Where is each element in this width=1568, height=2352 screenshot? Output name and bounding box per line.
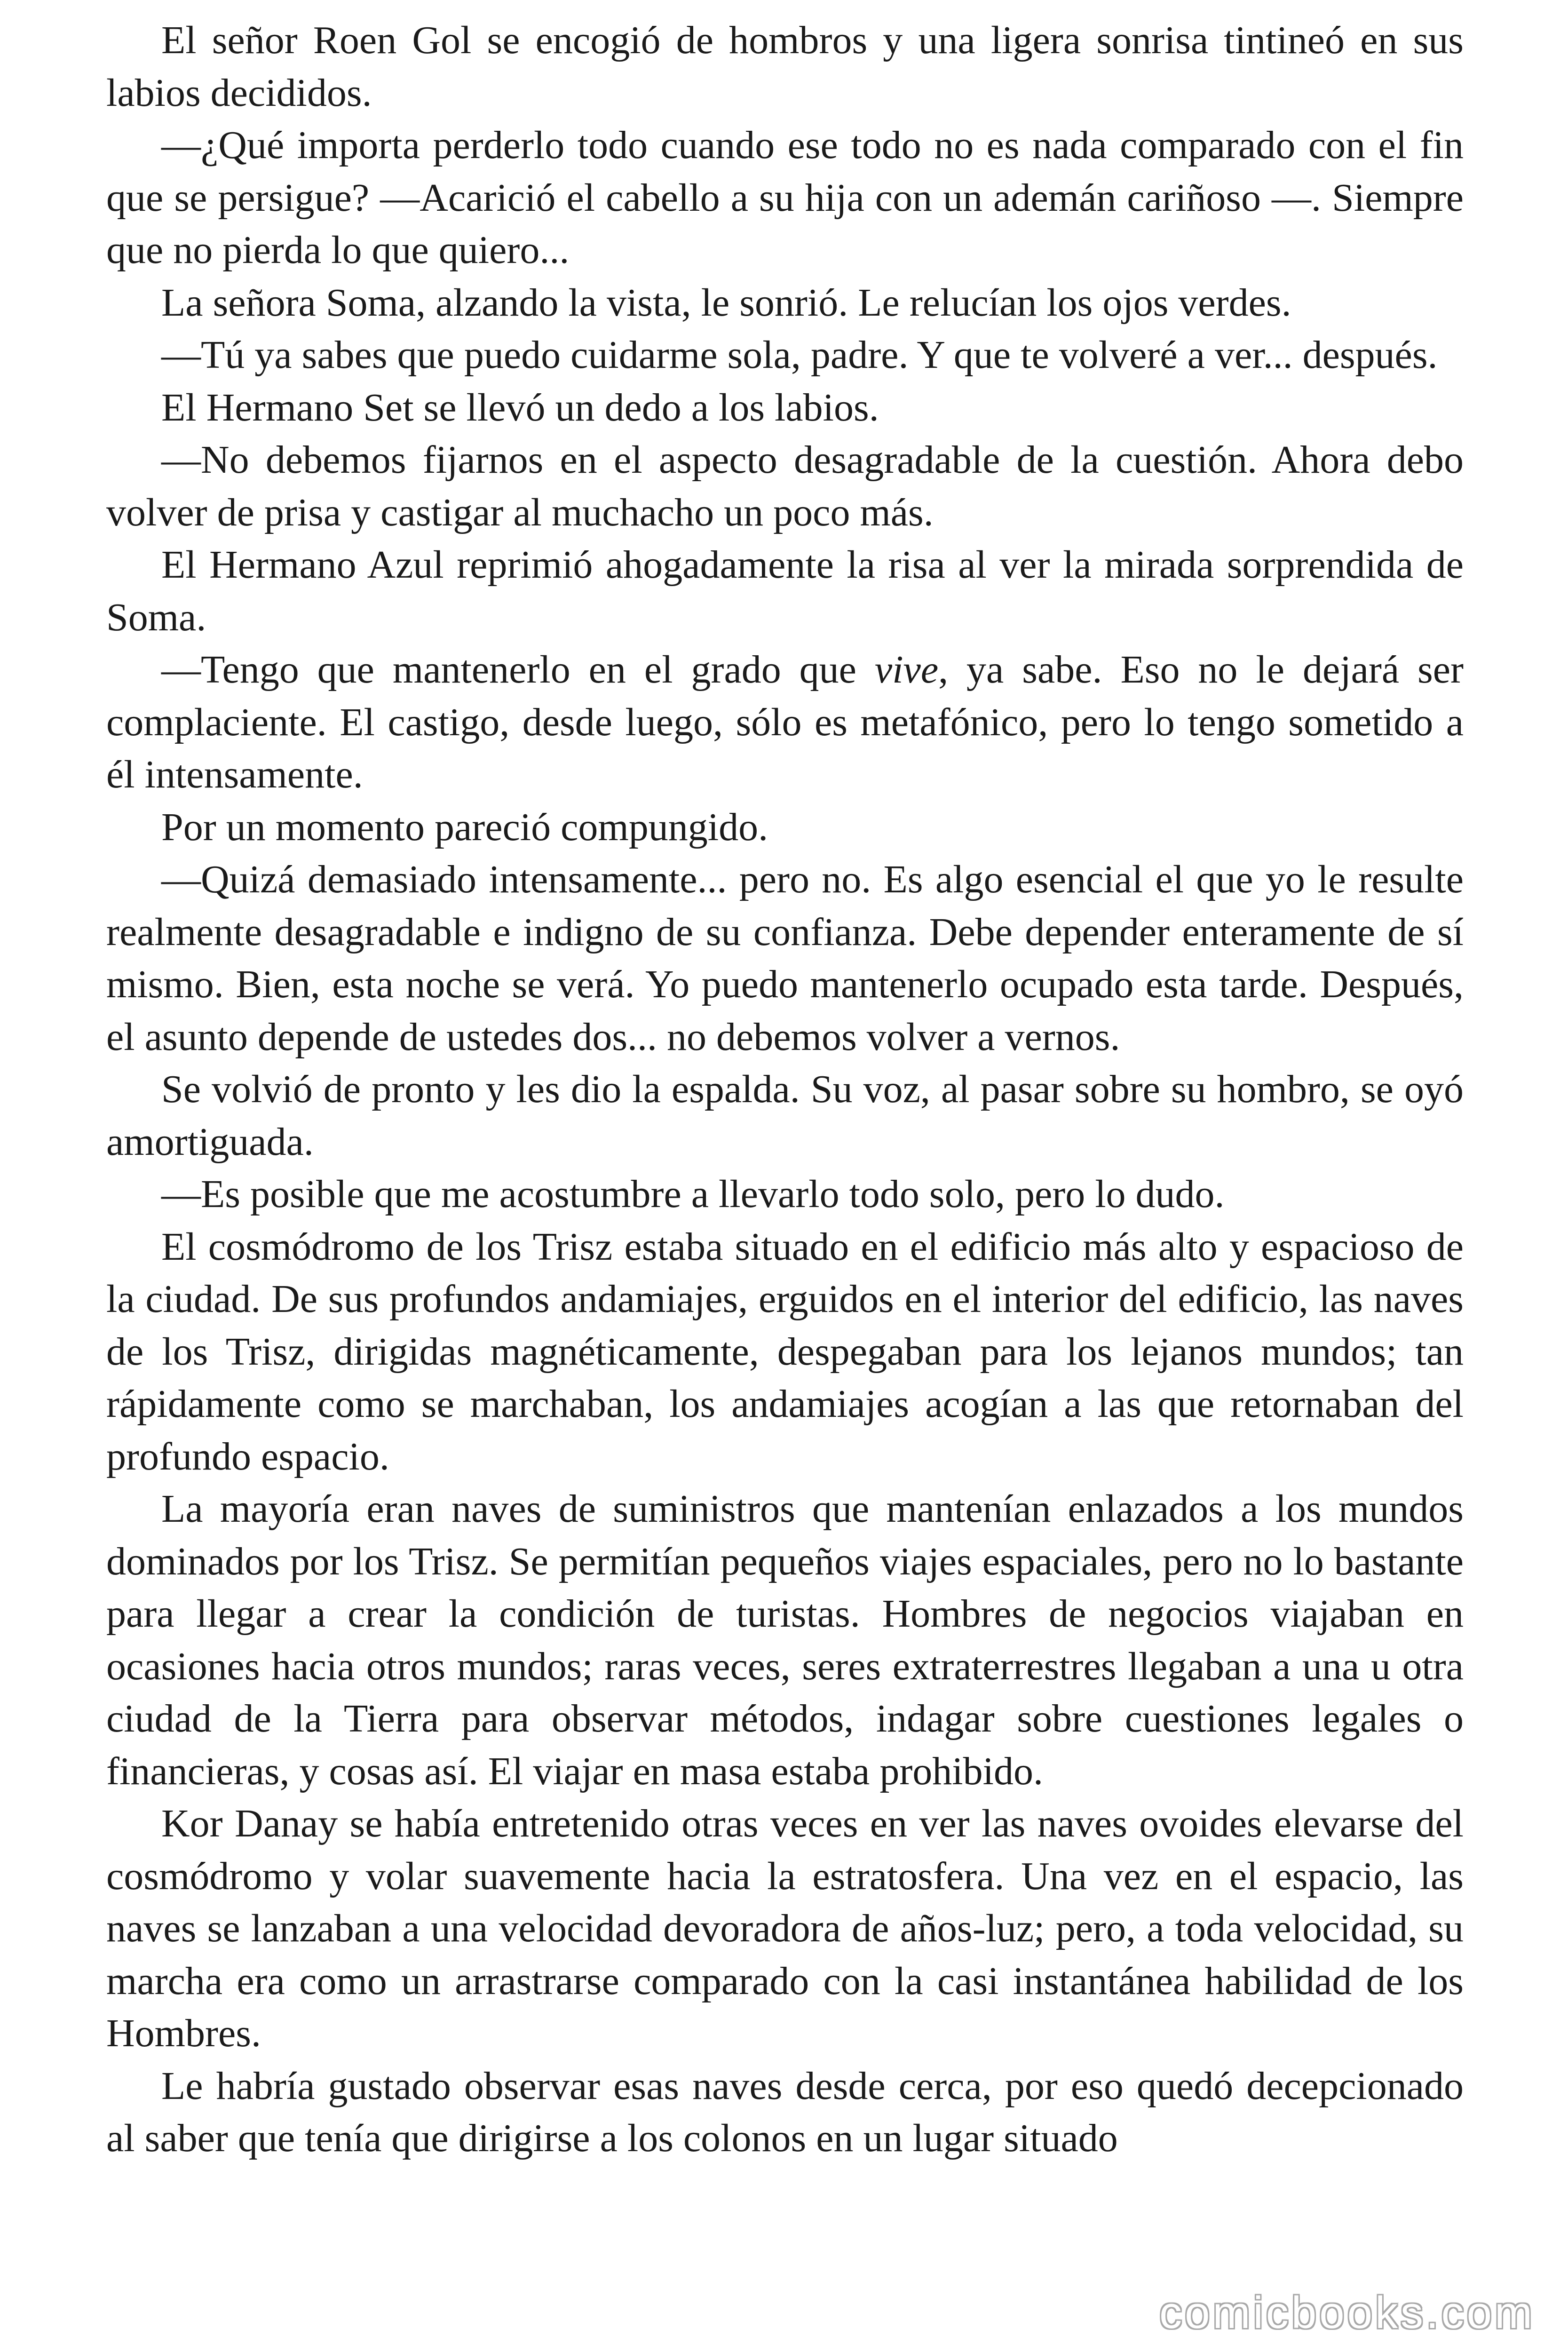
- paragraph: Le habría gustado observar esas naves desde cerca, por eso quedó decepcionado al saber que tenía que dirigirse a los colonos en un lugar situado: [106, 2064, 1464, 2160]
- paragraph: La señora Soma, alzando la vista, le sonrió. Le relucían los ojos verdes.: [161, 280, 1291, 325]
- paragraph: [106, 644, 1464, 801]
- watermark: comicbooks.com: [1159, 2288, 1535, 2338]
- emphasis-text: vive: [874, 648, 939, 691]
- paragraph: Se volvió de pronto y les dio la espalda. Su voz, al pasar sobre su hombro, se oyó amortiguada.: [106, 1067, 1464, 1164]
- paragraph: La mayoría eran naves de suministros que mantenían enlazados a los mundos dominados por los Trisz. Se permitían pequeños viajes espaciales, pero no lo bastante para llegar a crear la condición de turistas. Hombres de negocios viajaban en ocasiones hacia otros mundos; raras veces, seres extraterrestres llegaban a una u otra ciudad de la Tierra para observar métodos, indagar sobre cuestiones legales o financieras, y cosas así. El viajar en masa estaba prohibido.: [106, 1487, 1464, 1793]
- paragraph: —No debemos fijarnos en el aspecto desagradable de la cuestión. Ahora debo volver de prisa y castigar al muchacho un poco más.: [106, 438, 1464, 534]
- text-column: [106, 14, 1464, 2165]
- paragraph: El cosmódromo de los Trisz estaba situado en el edificio más alto y espacioso de la ciudad. De sus profundos andamiajes, erguidos en el interior del edificio, las naves de los Trisz, dirigidas magnéticamente, despegaban para los lejanos mundos; tan rápidamente como se marchaban, los andamiajes acogían a las que retornaban del profundo espacio.: [106, 1224, 1464, 1478]
- paragraph: —Es posible que me acostumbre a llevarlo todo solo, pero lo dudo.: [161, 1172, 1225, 1216]
- paragraph-text: , ya sabe. Eso no le dejará ser complaciente. El castigo, desde luego, sólo es metafónico, pero lo tengo sometido a él intensamente.: [106, 648, 1464, 796]
- paragraph: Por un momento pareció compungido.: [161, 805, 768, 849]
- paragraph: El Hermano Set se llevó un dedo a los labios.: [161, 385, 879, 429]
- paragraph: Kor Danay se había entretenido otras veces en ver las naves ovoides elevarse del cosmódromo y volar suavemente hacia la estratosfera. Una vez en el espacio, las naves se lanzaban a una velocidad devoradora de años-luz; pero, a toda velocidad, su marcha era como un arrastrarse comparado con la casi instantánea habilidad de los Hombres.: [106, 1802, 1464, 2055]
- paragraph: El señor Roen Gol se encogió de hombros y una ligera sonrisa tintineó en sus labios decididos.: [106, 18, 1464, 115]
- paragraph: —¿Qué importa perderlo todo cuando ese todo no es nada comparado con el fin que se persigue? —Acarició el cabello a su hija con un ademán cariñoso —. Siempre que no pierda lo que quiero...: [106, 123, 1464, 272]
- paragraph-text: —Tengo que mantenerlo en el grado que: [161, 648, 875, 691]
- paragraph: El Hermano Azul reprimió ahogadamente la risa al ver la mirada sorprendida de Soma.: [106, 543, 1464, 639]
- paragraph: —Tú ya sabes que puedo cuidarme sola, padre. Y que te volveré a ver... después.: [161, 333, 1438, 377]
- paragraph: —Quizá demasiado intensamente... pero no. Es algo esencial el que yo le resulte realmente desagradable e indigno de su confianza. Debe depender enteramente de sí mismo. Bien, esta noche se verá. Yo puedo mantenerlo ocupado esta tarde. Después, el asunto depende de ustedes dos... no debemos volver a vernos.: [106, 858, 1464, 1059]
